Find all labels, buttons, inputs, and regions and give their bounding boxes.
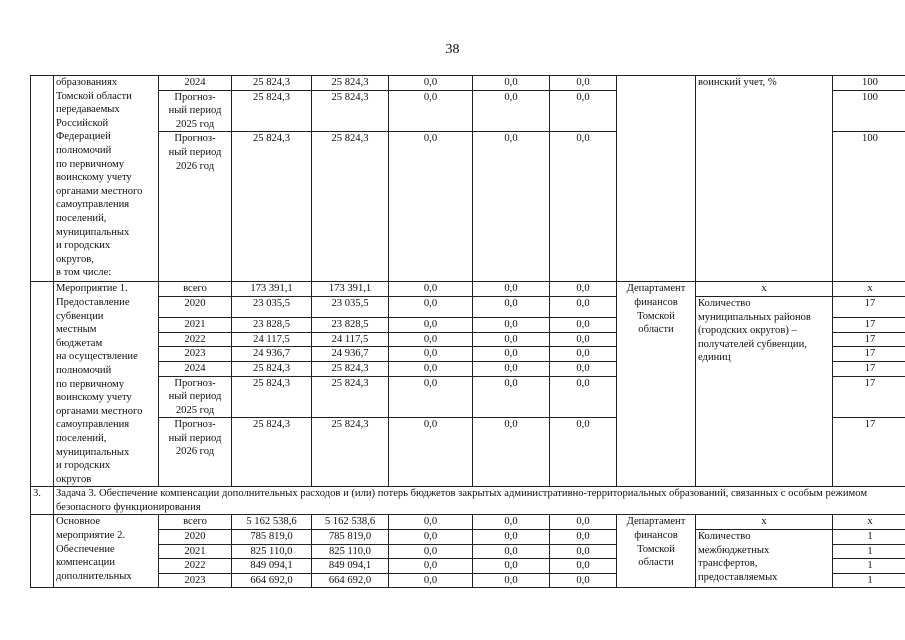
amount-local: 0,0 xyxy=(473,530,550,545)
amount-federal: 23 828,5 xyxy=(312,318,389,333)
row-number-cell xyxy=(31,515,54,588)
period-cell: 2022 xyxy=(159,332,232,347)
amount-other: 0,0 xyxy=(550,376,617,418)
period-cell: Прогноз- ный период 2025 год xyxy=(159,376,232,418)
indicator-header: х xyxy=(696,282,833,297)
amount-total: 785 819,0 xyxy=(232,530,312,545)
amount-local: 0,0 xyxy=(473,318,550,333)
period-cell: 2020 xyxy=(159,296,232,317)
amount-other: 0,0 xyxy=(550,418,617,487)
table-row xyxy=(31,282,905,297)
table-row xyxy=(31,76,905,91)
amount-local: 0,0 xyxy=(473,573,550,588)
amount-local: 0,0 xyxy=(473,132,550,282)
indicator-value: 1 xyxy=(833,530,905,545)
amount-other: 0,0 xyxy=(550,332,617,347)
row-number-cell xyxy=(31,282,54,487)
amount-federal: 849 094,1 xyxy=(312,559,389,574)
amount-federal: 173 391,1 xyxy=(312,282,389,297)
amount-local: 0,0 xyxy=(473,76,550,91)
amount-other: 0,0 xyxy=(550,318,617,333)
amount-federal: 25 824,3 xyxy=(312,132,389,282)
row-number-cell xyxy=(31,76,54,282)
amount-regional: 0,0 xyxy=(389,376,473,418)
amount-total: 25 824,3 xyxy=(232,132,312,282)
amount-total: 5 162 538,6 xyxy=(232,515,312,530)
amount-local: 0,0 xyxy=(473,282,550,297)
amount-other: 0,0 xyxy=(550,544,617,559)
amount-other: 0,0 xyxy=(550,76,617,91)
amount-other: 0,0 xyxy=(550,530,617,545)
period-cell: Прогноз- ный период 2026 год xyxy=(159,132,232,282)
amount-local: 0,0 xyxy=(473,559,550,574)
amount-local: 0,0 xyxy=(473,418,550,487)
amount-total: 173 391,1 xyxy=(232,282,312,297)
executor-cell xyxy=(617,76,696,282)
amount-other: 0,0 xyxy=(550,361,617,376)
amount-regional: 0,0 xyxy=(389,573,473,588)
amount-federal: 25 824,3 xyxy=(312,90,389,132)
table-body xyxy=(31,76,905,588)
period-cell: 2021 xyxy=(159,544,232,559)
amount-other: 0,0 xyxy=(550,90,617,132)
amount-total: 25 824,3 xyxy=(232,76,312,91)
indicator-value: 1 xyxy=(833,544,905,559)
indicator-name: воинский учет, % xyxy=(696,76,833,282)
amount-regional: 0,0 xyxy=(389,90,473,132)
program-table xyxy=(30,75,905,588)
indicator-value: х xyxy=(833,282,905,297)
table-row xyxy=(31,515,905,530)
amount-total: 24 117,5 xyxy=(232,332,312,347)
period-cell: 2024 xyxy=(159,361,232,376)
period-cell: 2022 xyxy=(159,559,232,574)
amount-federal: 25 824,3 xyxy=(312,418,389,487)
page-number: 38 xyxy=(445,42,460,57)
amount-regional: 0,0 xyxy=(389,361,473,376)
indicator-value: 17 xyxy=(833,361,905,376)
amount-regional: 0,0 xyxy=(389,296,473,317)
period-cell: всего xyxy=(159,282,232,297)
amount-federal: 25 824,3 xyxy=(312,76,389,91)
executor-cell: Департамент финансов Томской области xyxy=(617,282,696,487)
period-cell: 2020 xyxy=(159,530,232,545)
amount-regional: 0,0 xyxy=(389,530,473,545)
amount-federal: 23 035,5 xyxy=(312,296,389,317)
amount-local: 0,0 xyxy=(473,515,550,530)
amount-other: 0,0 xyxy=(550,347,617,362)
amount-total: 25 824,3 xyxy=(232,90,312,132)
indicator-value: 17 xyxy=(833,376,905,418)
indicator-value: 1 xyxy=(833,573,905,588)
amount-regional: 0,0 xyxy=(389,515,473,530)
event-description: Основное мероприятие 2. Обеспечение компенсации дополнительных xyxy=(54,515,159,588)
period-cell: 2023 xyxy=(159,573,232,588)
amount-local: 0,0 xyxy=(473,296,550,317)
amount-total: 849 094,1 xyxy=(232,559,312,574)
period-cell: 2021 xyxy=(159,318,232,333)
amount-other: 0,0 xyxy=(550,573,617,588)
indicator-value: х xyxy=(833,515,905,530)
task-number: 3. xyxy=(31,487,54,515)
amount-total: 24 936,7 xyxy=(232,347,312,362)
amount-local: 0,0 xyxy=(473,376,550,418)
indicator-value: 17 xyxy=(833,332,905,347)
event-description: Мероприятие 1. Предоставление субвенции местным бюджетам на осуществление полномочий по первичному воинскому учету органами местного самоуправления поселений, муниципальных и городских округов xyxy=(54,282,159,487)
task-row xyxy=(31,487,905,515)
amount-regional: 0,0 xyxy=(389,559,473,574)
amount-regional: 0,0 xyxy=(389,544,473,559)
amount-total: 23 828,5 xyxy=(232,318,312,333)
amount-total: 25 824,3 xyxy=(232,361,312,376)
indicator-value: 100 xyxy=(833,76,905,91)
indicator-value: 1 xyxy=(833,559,905,574)
indicator-name: Количество межбюджетных трансфертов, предоставляемых xyxy=(696,530,833,588)
amount-regional: 0,0 xyxy=(389,418,473,487)
amount-federal: 24 936,7 xyxy=(312,347,389,362)
amount-total: 664 692,0 xyxy=(232,573,312,588)
amount-other: 0,0 xyxy=(550,296,617,317)
amount-federal: 664 692,0 xyxy=(312,573,389,588)
amount-total: 23 035,5 xyxy=(232,296,312,317)
indicator-name: Количество муниципальных районов (городских округов) – получателей субвенции, единиц xyxy=(696,296,833,486)
amount-local: 0,0 xyxy=(473,361,550,376)
amount-regional: 0,0 xyxy=(389,282,473,297)
task-description: Задача 3. Обеспечение компенсации дополнительных расходов и (или) потерь бюджетов закрытых административно-территориальных образований, связанных с особым режимом безопасного функционирования xyxy=(54,487,905,515)
table-row xyxy=(31,296,905,317)
amount-regional: 0,0 xyxy=(389,76,473,91)
amount-federal: 825 110,0 xyxy=(312,544,389,559)
amount-regional: 0,0 xyxy=(389,132,473,282)
indicator-value: 17 xyxy=(833,296,905,317)
amount-local: 0,0 xyxy=(473,544,550,559)
amount-regional: 0,0 xyxy=(389,318,473,333)
period-cell: всего xyxy=(159,515,232,530)
amount-federal: 25 824,3 xyxy=(312,376,389,418)
table-row xyxy=(31,530,905,545)
indicator-header: х xyxy=(696,515,833,530)
executor-cell: Департамент финансов Томской области xyxy=(617,515,696,588)
amount-federal: 24 117,5 xyxy=(312,332,389,347)
indicator-value: 100 xyxy=(833,132,905,282)
amount-local: 0,0 xyxy=(473,90,550,132)
indicator-value: 17 xyxy=(833,418,905,487)
amount-total: 825 110,0 xyxy=(232,544,312,559)
period-cell: 2024 xyxy=(159,76,232,91)
amount-other: 0,0 xyxy=(550,132,617,282)
amount-federal: 25 824,3 xyxy=(312,361,389,376)
amount-regional: 0,0 xyxy=(389,332,473,347)
amount-federal: 785 819,0 xyxy=(312,530,389,545)
period-cell: Прогноз- ный период 2025 год xyxy=(159,90,232,132)
indicator-value: 100 xyxy=(833,90,905,132)
amount-other: 0,0 xyxy=(550,559,617,574)
period-cell: 2023 xyxy=(159,347,232,362)
indicator-value: 17 xyxy=(833,347,905,362)
amount-total: 25 824,3 xyxy=(232,418,312,487)
amount-other: 0,0 xyxy=(550,515,617,530)
amount-other: 0,0 xyxy=(550,282,617,297)
indicator-value: 17 xyxy=(833,318,905,333)
amount-regional: 0,0 xyxy=(389,347,473,362)
amount-total: 25 824,3 xyxy=(232,376,312,418)
amount-federal: 5 162 538,6 xyxy=(312,515,389,530)
event-description: образованиях Томской области передаваемых Российской Федерацией полномочий по первичному воинскому учету органами местного самоуправления поселений, муниципальных и городских округов, в том числе: xyxy=(54,76,159,282)
period-cell: Прогноз- ный период 2026 год xyxy=(159,418,232,487)
amount-local: 0,0 xyxy=(473,332,550,347)
amount-local: 0,0 xyxy=(473,347,550,362)
